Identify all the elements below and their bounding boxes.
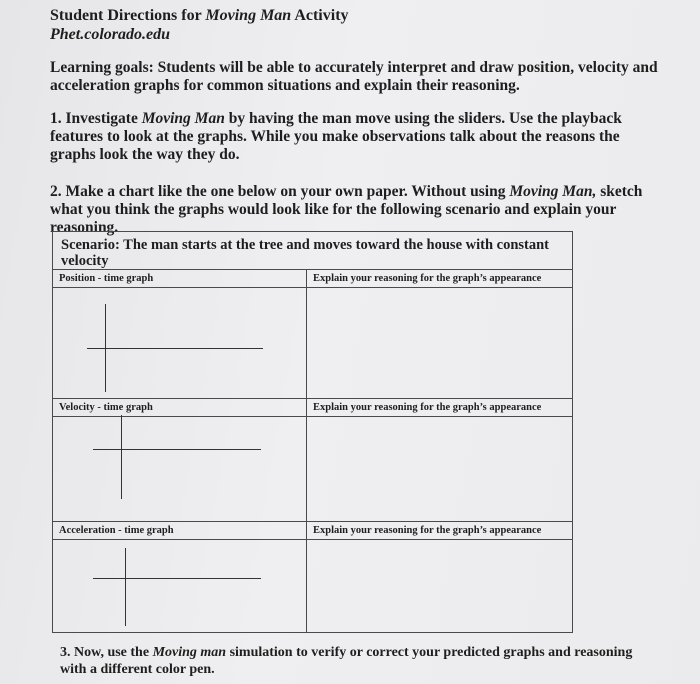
position-y-axis [105,304,106,392]
position-explain-label: Explain your reasoning for the graph’s appearance [307,270,572,288]
acceleration-y-axis [125,548,126,626]
page-subtitle: Phet.colorado.edu [50,26,170,43]
step-1-instructions: 1. Investigate Moving Man by having the man move using the sliders. Use the playback features to look at the graphs. While you make observations talk about the reasons the graphs look the way they do. [50,110,622,163]
position-x-axis [87,348,263,349]
velocity-explain-cell [307,399,573,522]
velocity-graph-label: Velocity - time graph [53,399,306,417]
acceleration-explain-label: Explain your reasoning for the graph’s appearance [307,522,572,540]
position-explain-cell [307,270,573,399]
scenario-text: Scenario: The man starts at the tree and moves toward the house with constant velocity [61,237,550,269]
velocity-explain-label: Explain your reasoning for the graph’s appearance [307,399,572,417]
velocity-x-axis [93,449,261,450]
position-graph-label: Position - time graph [53,270,306,288]
acceleration-graph-cell [53,522,307,633]
velocity-graph-cell [53,399,307,522]
step-2-instructions: 2. Make a chart like the one below on your own paper. Without using Moving Man, sketch what you think the graphs would look like for the following scenario and explain your reasoning. [50,183,643,236]
acceleration-explain-cell [307,522,573,633]
acceleration-graph-label: Acceleration - time graph [53,522,306,540]
step-3-instructions: 3. Now, use the Moving man simulation to verify or correct your predicted graphs and reasoning with a different color pen. [60,645,633,677]
page-title: Student Directions for Moving Man Activity [50,7,349,24]
learning-goals: Learning goals: Students will be able to accurately interpret and draw position, velocity and acceleration graphs for common situations and explain their reasoning. [50,59,658,94]
prediction-chart [52,231,573,633]
acceleration-x-axis [93,578,261,579]
position-graph-cell [53,270,307,399]
velocity-y-axis [121,415,122,499]
scenario-cell [53,232,573,270]
